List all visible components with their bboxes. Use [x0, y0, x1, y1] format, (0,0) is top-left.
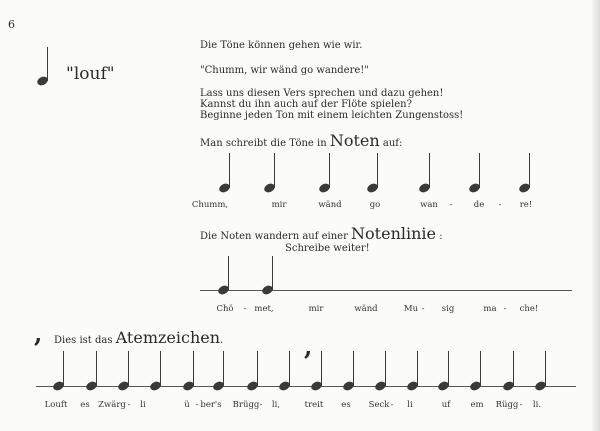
lyric-syllable: - — [421, 304, 425, 314]
quarter-note — [535, 351, 547, 390]
heading-suffix: . — [220, 335, 224, 346]
heading-suffix: auf: — [382, 138, 403, 149]
quarter-note — [469, 153, 481, 192]
quarter-note — [375, 351, 387, 390]
lyric-syllable: ma — [483, 304, 497, 314]
quarter-note — [319, 153, 331, 192]
lyric-syllable: - — [243, 304, 247, 314]
note-name: "louf" — [66, 64, 115, 84]
lyric-syllable: es — [341, 400, 351, 410]
quarter-note — [470, 351, 482, 390]
intro-line: Lass uns diesen Vers sprechen und dazu gehen! — [200, 88, 444, 99]
lyric-syllable: che! — [519, 304, 539, 314]
quarter-note — [438, 351, 450, 390]
quarter-note — [503, 351, 515, 390]
quarter-note — [264, 153, 276, 192]
quarter-note — [218, 256, 230, 294]
section3-heading — [54, 328, 223, 347]
lyric-syllable: Chumm, — [191, 200, 229, 210]
lyric-syllable: - — [449, 200, 453, 210]
section1-heading — [200, 131, 402, 150]
breath-mark-icon: , — [304, 332, 313, 361]
quarter-note — [419, 153, 431, 192]
lyric-syllable: mir — [308, 304, 324, 314]
lyric-syllable: de — [473, 200, 485, 210]
lyric-syllable: - — [498, 200, 502, 210]
intro-line: "Chumm, wir wänd go wandere!" — [200, 65, 369, 76]
quarter-note — [262, 256, 274, 294]
heading-term: Notenlinie — [351, 224, 437, 243]
lyric-syllable: - — [127, 400, 131, 410]
lyric-syllable: li. — [532, 400, 542, 410]
lyric-syllable: mir — [271, 200, 287, 210]
quarter-note-icon — [37, 47, 49, 85]
lyric-syllable: Louft — [44, 400, 68, 410]
lyric-syllable: li — [140, 400, 146, 410]
lyric-syllable: - — [390, 400, 394, 410]
lyric-syllable: wänd — [354, 304, 378, 314]
lyric-syllable: sig — [441, 304, 455, 314]
lyric-syllable: li — [407, 400, 413, 410]
lyric-syllable: go — [369, 200, 381, 210]
lyric-syllable: met, — [254, 304, 274, 314]
quarter-note — [183, 351, 195, 390]
quarter-note — [247, 351, 259, 390]
lyric-syllable: wänd — [318, 200, 342, 210]
heading-term: Noten — [329, 131, 380, 150]
heading-prefix: Man schreibt die Töne in — [200, 138, 327, 149]
heading-prefix: Dies ist das — [54, 335, 113, 346]
lyric-syllable: - — [519, 400, 523, 410]
instruction: Schreibe weiter! — [285, 243, 370, 254]
lyric-syllable: Brügg — [232, 400, 260, 410]
lyric-syllable: re! — [519, 200, 533, 210]
lyric-syllable: li, — [271, 400, 281, 410]
lyric-syllable: ü — [184, 400, 190, 410]
heading-suffix: : — [439, 231, 443, 242]
quarter-note — [150, 351, 162, 390]
breath-mark-icon: , — [34, 319, 43, 348]
lyric-syllable: Zwärg — [98, 400, 126, 410]
lyric-syllable: treit — [304, 400, 324, 410]
quarter-note — [311, 351, 323, 390]
lyric-syllable: es — [80, 400, 90, 410]
lyric-syllable: Mu — [403, 304, 419, 314]
lyric-syllable: em — [470, 400, 484, 410]
staff-line — [200, 290, 572, 291]
intro-line: Kannst du ihn auch auf der Flöte spielen? — [200, 99, 412, 110]
heading-term: Atemzeichen — [115, 328, 221, 347]
intro-line: Beginne jeden Ton mit einem leichten Zungenstoss! — [200, 110, 464, 121]
page-edge — [592, 0, 600, 431]
quarter-note — [279, 351, 291, 390]
quarter-note — [367, 153, 379, 192]
quarter-note — [407, 351, 419, 390]
intro-line: Die Töne können gehen wie wir. — [200, 40, 363, 51]
quarter-note — [343, 351, 355, 390]
quarter-note — [213, 351, 225, 390]
lyric-syllable: ber's — [200, 400, 222, 410]
quarter-note — [519, 153, 531, 192]
quarter-note — [86, 351, 98, 390]
lyric-syllable: wan — [420, 200, 438, 210]
heading-prefix: Die Noten wandern auf einer — [200, 231, 348, 242]
lyric-syllable: - — [259, 400, 263, 410]
quarter-note — [118, 351, 130, 390]
page-number: 6 — [8, 18, 15, 31]
lyric-syllable: Chö — [216, 304, 234, 314]
lyric-syllable: Seck — [368, 400, 390, 410]
lyric-syllable: - — [503, 304, 507, 314]
lyric-syllable: Rügg — [495, 400, 519, 410]
quarter-note — [219, 153, 231, 192]
quarter-note — [53, 351, 65, 390]
lyric-syllable: - — [195, 400, 199, 410]
section2-heading — [200, 224, 443, 243]
lyric-syllable: uf — [441, 400, 451, 410]
